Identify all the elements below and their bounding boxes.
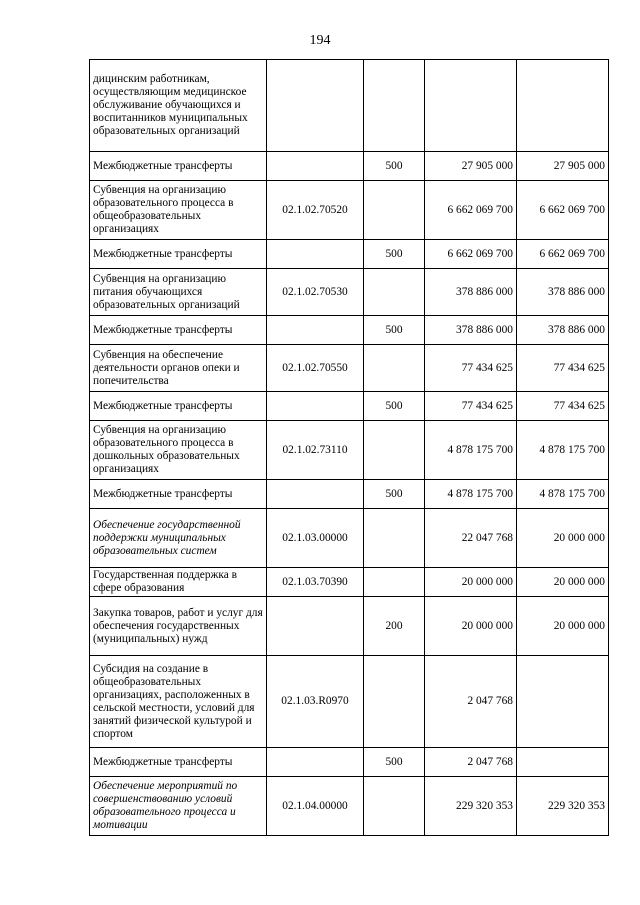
row-expense-type-cell bbox=[364, 777, 425, 836]
table-row bbox=[90, 181, 609, 240]
row-code-cell: 02.1.02.70550 bbox=[267, 345, 364, 392]
row-expense-type-cell: 500 bbox=[364, 240, 425, 269]
table-row bbox=[90, 421, 609, 480]
row-amount-year2-cell: 27 905 000 bbox=[517, 152, 609, 181]
table-row bbox=[90, 480, 609, 509]
table-row bbox=[90, 316, 609, 345]
row-amount-year2-cell: 4 878 175 700 bbox=[517, 421, 609, 480]
row-amount-year1-cell: 2 047 768 bbox=[425, 656, 517, 748]
row-name-cell: Субвенция на организацию образовательного процесса в дошкольных образовательных организациях bbox=[90, 421, 267, 480]
table-row bbox=[90, 60, 609, 152]
row-code-cell bbox=[267, 152, 364, 181]
row-code-cell bbox=[267, 60, 364, 152]
table-row bbox=[90, 597, 609, 656]
row-amount-year1-cell: 20 000 000 bbox=[425, 568, 517, 597]
table-row bbox=[90, 656, 609, 748]
row-name-cell: Субвенция на организацию образовательного процесса в общеобразовательных организациях bbox=[90, 181, 267, 240]
table-row bbox=[90, 240, 609, 269]
row-amount-year2-cell: 4 878 175 700 bbox=[517, 480, 609, 509]
row-amount-year1-cell: 229 320 353 bbox=[425, 777, 517, 836]
row-expense-type-cell bbox=[364, 345, 425, 392]
row-name-cell: Межбюджетные трансферты bbox=[90, 316, 267, 345]
row-name-cell: Межбюджетные трансферты bbox=[90, 392, 267, 421]
row-expense-type-cell: 200 bbox=[364, 597, 425, 656]
row-code-cell bbox=[267, 597, 364, 656]
row-amount-year1-cell bbox=[425, 60, 517, 152]
row-amount-year1-cell: 6 662 069 700 bbox=[425, 181, 517, 240]
budget-table bbox=[89, 59, 609, 836]
row-amount-year1-cell: 4 878 175 700 bbox=[425, 421, 517, 480]
row-expense-type-cell bbox=[364, 421, 425, 480]
row-name-cell: дицинским работникам, осуществляющим медицинское обслуживание обучающихся и воспитанников муниципальных образовательных организаций bbox=[90, 60, 267, 152]
row-code-cell: 02.1.02.70530 bbox=[267, 269, 364, 316]
row-amount-year1-cell: 27 905 000 bbox=[425, 152, 517, 181]
row-expense-type-cell bbox=[364, 60, 425, 152]
row-code-cell: 02.1.02.70520 bbox=[267, 181, 364, 240]
row-expense-type-cell: 500 bbox=[364, 392, 425, 421]
row-amount-year1-cell: 2 047 768 bbox=[425, 748, 517, 777]
row-name-cell: Обеспечение мероприятий по совершенствованию условий образовательного процесса и мотивации bbox=[90, 777, 267, 836]
page-number: 194 bbox=[309, 33, 331, 48]
row-name-cell: Межбюджетные трансферты bbox=[90, 748, 267, 777]
row-amount-year2-cell: 20 000 000 bbox=[517, 597, 609, 656]
row-name-cell: Субсидия на создание в общеобразовательных организациях, расположенных в сельской местности, условий для занятий физической культурой и спортом bbox=[90, 656, 267, 748]
table-row bbox=[90, 568, 609, 597]
row-amount-year2-cell: 20 000 000 bbox=[517, 509, 609, 568]
row-amount-year2-cell: 77 434 625 bbox=[517, 392, 609, 421]
row-amount-year1-cell: 22 047 768 bbox=[425, 509, 517, 568]
table-row bbox=[90, 392, 609, 421]
row-expense-type-cell bbox=[364, 509, 425, 568]
row-amount-year2-cell: 6 662 069 700 bbox=[517, 240, 609, 269]
table-row bbox=[90, 152, 609, 181]
row-name-cell: Закупка товаров, работ и услуг для обеспечения государственных (муниципальных) нужд bbox=[90, 597, 267, 656]
table-row bbox=[90, 269, 609, 316]
row-code-cell: 02.1.03.R0970 bbox=[267, 656, 364, 748]
row-code-cell bbox=[267, 748, 364, 777]
row-name-cell: Межбюджетные трансферты bbox=[90, 152, 267, 181]
row-name-cell: Межбюджетные трансферты bbox=[90, 240, 267, 269]
row-amount-year2-cell bbox=[517, 60, 609, 152]
row-expense-type-cell bbox=[364, 568, 425, 597]
row-name-cell: Государственная поддержка в сфере образования bbox=[90, 568, 267, 597]
row-code-cell bbox=[267, 392, 364, 421]
row-code-cell: 02.1.03.70390 bbox=[267, 568, 364, 597]
row-amount-year2-cell bbox=[517, 748, 609, 777]
row-amount-year1-cell: 77 434 625 bbox=[425, 345, 517, 392]
row-expense-type-cell bbox=[364, 656, 425, 748]
table-row bbox=[90, 509, 609, 568]
row-expense-type-cell: 500 bbox=[364, 480, 425, 509]
row-amount-year1-cell: 378 886 000 bbox=[425, 316, 517, 345]
row-expense-type-cell: 500 bbox=[364, 316, 425, 345]
row-name-cell: Субвенция на обеспечение деятельности органов опеки и попечительства bbox=[90, 345, 267, 392]
table-row bbox=[90, 748, 609, 777]
row-amount-year1-cell: 378 886 000 bbox=[425, 269, 517, 316]
row-expense-type-cell: 500 bbox=[364, 748, 425, 777]
row-name-cell: Субвенция на организацию питания обучающихся образовательных организаций bbox=[90, 269, 267, 316]
row-expense-type-cell bbox=[364, 269, 425, 316]
row-amount-year2-cell: 77 434 625 bbox=[517, 345, 609, 392]
row-expense-type-cell bbox=[364, 181, 425, 240]
row-code-cell bbox=[267, 480, 364, 509]
row-code-cell bbox=[267, 316, 364, 345]
budget-table-body bbox=[90, 60, 609, 836]
row-amount-year2-cell: 20 000 000 bbox=[517, 568, 609, 597]
row-amount-year2-cell: 229 320 353 bbox=[517, 777, 609, 836]
row-amount-year1-cell: 6 662 069 700 bbox=[425, 240, 517, 269]
row-amount-year2-cell: 6 662 069 700 bbox=[517, 181, 609, 240]
table-row bbox=[90, 777, 609, 836]
row-amount-year2-cell: 378 886 000 bbox=[517, 316, 609, 345]
row-code-cell: 02.1.03.00000 bbox=[267, 509, 364, 568]
row-amount-year1-cell: 77 434 625 bbox=[425, 392, 517, 421]
row-amount-year1-cell: 4 878 175 700 bbox=[425, 480, 517, 509]
row-amount-year2-cell: 378 886 000 bbox=[517, 269, 609, 316]
row-amount-year2-cell bbox=[517, 656, 609, 748]
table-row bbox=[90, 345, 609, 392]
row-name-cell: Межбюджетные трансферты bbox=[90, 480, 267, 509]
row-code-cell: 02.1.02.73110 bbox=[267, 421, 364, 480]
row-code-cell bbox=[267, 240, 364, 269]
row-code-cell: 02.1.04.00000 bbox=[267, 777, 364, 836]
row-expense-type-cell: 500 bbox=[364, 152, 425, 181]
row-amount-year1-cell: 20 000 000 bbox=[425, 597, 517, 656]
row-name-cell: Обеспечение государственной поддержки муниципальных образовательных систем bbox=[90, 509, 267, 568]
